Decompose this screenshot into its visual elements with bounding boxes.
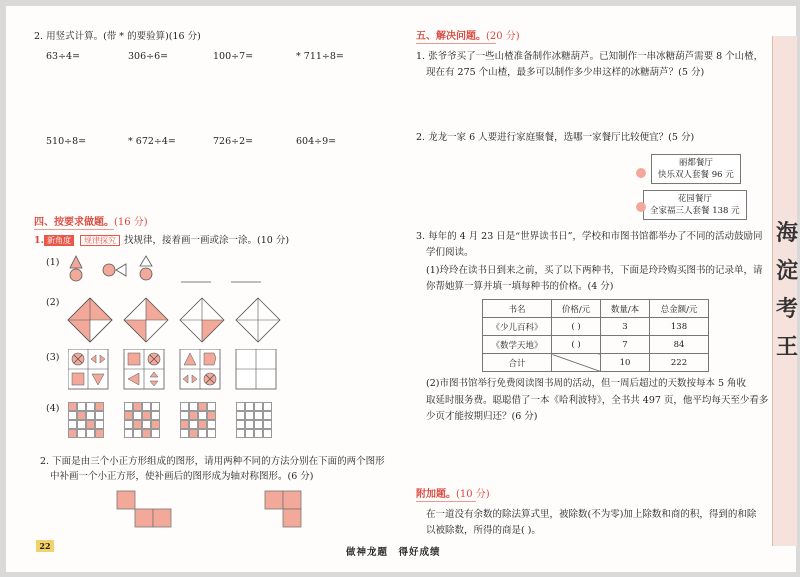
row-label: (4) [46, 403, 60, 414]
q1-number: 1. [34, 235, 44, 246]
grid-cell [236, 429, 245, 438]
grid-cell [245, 420, 254, 429]
r-q3-line1: 3. 每年的 4 月 23 日是“世界读书日”，学校和市图书馆都举办了不同的活动鼓励同 [416, 231, 763, 242]
heading-underline [34, 229, 114, 230]
calc-item: 510÷8= [46, 136, 87, 147]
grid-cell [95, 411, 104, 420]
grid-cell [189, 429, 198, 438]
grid-cell [198, 420, 207, 429]
grid-cell [86, 411, 95, 420]
table-header-cell: 书名 [483, 300, 552, 318]
diamond-shape-blank [236, 298, 280, 342]
table-header-cell: 价格/元 [552, 300, 601, 318]
grid-cell [151, 420, 160, 429]
table-cell: 222 [650, 354, 709, 372]
table-cell: 7 [601, 336, 650, 354]
calc-item: * 711÷8= [296, 51, 344, 62]
table-cell: 合计 [483, 354, 552, 372]
restaurant-card-garden [643, 190, 747, 220]
table-header-cell: 数量/本 [601, 300, 650, 318]
grid-cell [142, 429, 151, 438]
table-cell: ( ) [552, 336, 601, 354]
table-cell: 《少儿百科》 [483, 318, 552, 336]
grid-cell [133, 420, 142, 429]
mascot-icon [636, 168, 646, 178]
grid-cell [133, 402, 142, 411]
grid-cell [77, 429, 86, 438]
grid-cell [207, 420, 216, 429]
workbook-page [6, 6, 799, 572]
grid-cell [86, 420, 95, 429]
row-label: (3) [46, 352, 60, 363]
grid-cell [86, 429, 95, 438]
table-row [483, 318, 709, 336]
section5-heading: 五、解决问题。(20 分) [416, 31, 520, 42]
bonus-line2: 以被除数，所得的商是( )。 [426, 525, 541, 536]
table-row [483, 336, 709, 354]
table-header-row [483, 300, 709, 318]
r-q2-line: 2. 龙龙一家 6 人要进行家庭聚餐，选哪一家餐厅比较便宜？(5 分) [416, 132, 695, 143]
grid-cell [124, 420, 133, 429]
brand-char: 王 [776, 335, 799, 360]
square-grid [180, 402, 218, 440]
diamond-shape [68, 298, 112, 342]
grid-cell [263, 411, 272, 420]
r-q3-p1-line1: (1)玲玲在读书日到来之前，买了以下两种书，下面是玲玲购买图书的记录单，请 [426, 265, 763, 276]
grid-cell [151, 429, 160, 438]
grid-cell [263, 420, 272, 429]
calc-item: 63÷4= [46, 51, 81, 62]
table-cell: 3 [601, 318, 650, 336]
square-grid-blank [236, 402, 274, 440]
grid-cell [198, 411, 207, 420]
restaurant-name: 花园餐厅 [677, 194, 712, 204]
section4-heading: 四、按要求做题。(16 分) [34, 217, 148, 228]
grid-cell [254, 411, 263, 420]
grid-cell [180, 429, 189, 438]
calc-item: 726÷2= [213, 136, 254, 147]
pattern-diamonds-row2 [66, 296, 286, 344]
footer-slogan: 做神龙题 得好成绩 [346, 547, 441, 558]
grid-cell [151, 411, 160, 420]
page-number: 22 [36, 540, 54, 552]
grid-cell [207, 402, 216, 411]
triangle-circle-shape [140, 256, 152, 280]
triangle-circle-shape [70, 256, 82, 281]
icon-grid-blank [236, 349, 276, 389]
table-cell [552, 354, 601, 372]
table-header-cell: 总金额/元 [650, 300, 709, 318]
brand-char: 淀 [776, 259, 799, 284]
calc-item: * 672÷4= [128, 136, 176, 147]
grid-cell [236, 411, 245, 420]
calc-item: 306÷6= [128, 51, 169, 62]
pattern-icon-grids-row3 [68, 349, 278, 391]
side-band [772, 36, 797, 546]
grid-cell [68, 429, 77, 438]
grid-cell [133, 429, 142, 438]
q2-calc-title: 2. 用竖式计算。(带 * 的要验算)(16 分) [34, 31, 201, 42]
grid-cell [198, 402, 207, 411]
restaurant-card-lidu [651, 154, 741, 184]
restaurant-name: 丽都餐厅 [678, 158, 713, 168]
grid-cell [151, 402, 160, 411]
pattern-shapes-row1 [66, 254, 266, 284]
grid-cell [207, 429, 216, 438]
square-grid [124, 402, 162, 440]
grid-cell [236, 402, 245, 411]
table-cell: ( ) [552, 318, 601, 336]
diamond-shape [124, 298, 168, 342]
q2-symmetry-line2: 中补画一个小正方形，使补画后的图形成为轴对称图形。(6 分) [50, 471, 314, 482]
restaurant-offer: 快乐双人套餐 96 元 [658, 170, 734, 180]
grid-cell [142, 402, 151, 411]
brand-char: 海 [776, 221, 799, 246]
r-q3-p2-line3: 少页才能按期归还？(6 分) [426, 411, 538, 422]
grid-cell [189, 411, 198, 420]
grid-cell [245, 411, 254, 420]
icon-grid [124, 349, 164, 389]
circle-triangle-shape [103, 264, 126, 276]
grid-cell [245, 402, 254, 411]
grid-cell [207, 411, 216, 420]
square-grid [68, 402, 106, 440]
grid-cell [180, 402, 189, 411]
table-cell: 《数学天地》 [483, 336, 552, 354]
new-angle-tag: 新角度 [44, 235, 74, 246]
l-shape-figure [116, 490, 176, 530]
r-q3-line2: 学们阅读。 [426, 247, 474, 258]
grid-cell [236, 420, 245, 429]
grid-cell [68, 420, 77, 429]
grid-cell [95, 402, 104, 411]
grid-cell [198, 429, 207, 438]
r-q3-p2-line1: (2)市图书馆举行免费阅读图书周的活动，但一周后超过的天数按每本 5 角收 [426, 378, 747, 389]
calc-item: 604÷9= [296, 136, 337, 147]
q1-instruction: 找规律，接着画一画或涂一涂。(10 分) [124, 235, 290, 246]
grid-cell [95, 420, 104, 429]
table-cell: 10 [601, 354, 650, 372]
rule-explore-tag: 规律探究 [80, 235, 120, 246]
grid-cell [180, 411, 189, 420]
grid-cell [263, 429, 272, 438]
l-shape-figure [264, 490, 324, 530]
r-q1-line2: 现在有 275 个山楂，最多可以制作多少串这样的冰糖葫芦？(5 分) [426, 67, 705, 78]
grid-cell [142, 420, 151, 429]
grid-cell [124, 402, 133, 411]
grid-cell [254, 429, 263, 438]
r-q3-p1-line2: 你帮她算一算并填一填每种书的价格。(4 分) [426, 281, 614, 292]
grid-cell [95, 429, 104, 438]
grid-cell [245, 429, 254, 438]
grid-cell [86, 402, 95, 411]
table-cell: 84 [650, 336, 709, 354]
grid-cell [124, 429, 133, 438]
grid-cell [254, 402, 263, 411]
grid-cell [263, 402, 272, 411]
icon-grid [180, 349, 220, 389]
q2-symmetry-line1: 2. 下面是由三个小正方形组成的图形，请用两种不同的方法分别在下面的两个图形 [40, 456, 385, 467]
grid-cell [124, 411, 133, 420]
calc-item: 100÷7= [213, 51, 254, 62]
row-label: (2) [46, 297, 60, 308]
r-q3-p2-line2: 取延时服务费。聪聪借了一本《哈利波特》，全书共 497 页，他平均每天至少看多 [426, 395, 769, 406]
grid-cell [189, 420, 198, 429]
grid-cell [133, 411, 142, 420]
heading-underline [416, 43, 496, 44]
brand-char: 考 [776, 297, 799, 322]
row-label: (1) [46, 257, 60, 268]
r-q1-line1: 1. 张爷爷买了一些山楂准备制作冰糖葫芦。已知制作一串冰糖葫芦需要 8 个山楂， [416, 51, 764, 62]
grid-cell [68, 402, 77, 411]
heading-underline [416, 501, 476, 502]
table-cell: 138 [650, 318, 709, 336]
grid-cell [68, 411, 77, 420]
icon-grid [68, 349, 108, 389]
grid-cell [180, 420, 189, 429]
diamond-shape [180, 298, 224, 342]
grid-cell [189, 402, 198, 411]
bonus-line1: 在一道没有余数的除法算式里，被除数(不为零)加上除数和商的积，得到的和除 [426, 509, 757, 520]
grid-cell [254, 420, 263, 429]
restaurant-offer: 全家福三人套餐 138 元 [650, 206, 740, 216]
grid-cell [77, 402, 86, 411]
grid-cell [77, 411, 86, 420]
book-record-table [482, 299, 709, 372]
mascot-icon [636, 202, 646, 212]
table-total-row [483, 354, 709, 372]
bonus-heading: 附加题。(10 分) [416, 489, 490, 500]
grid-cell [142, 411, 151, 420]
grid-cell [77, 420, 86, 429]
